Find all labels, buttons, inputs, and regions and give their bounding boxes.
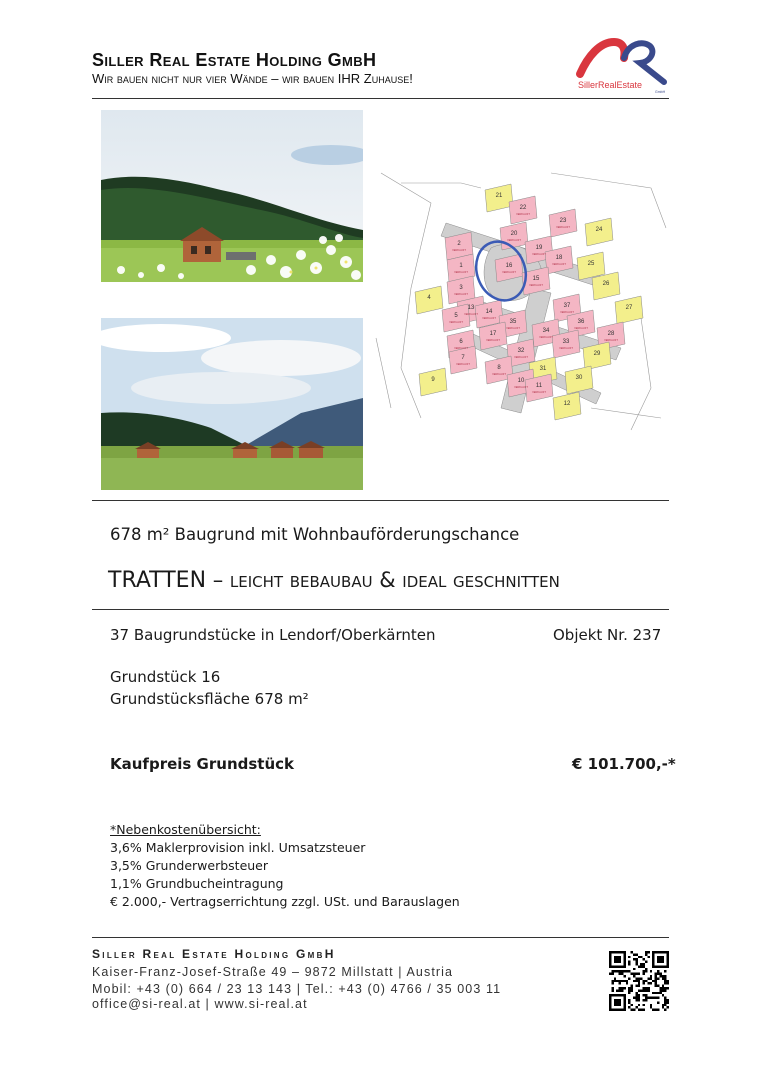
sold-label: VERKAUFT: [604, 339, 618, 342]
plot-number-label: 33: [562, 339, 570, 345]
additional-costs: [110, 821, 460, 911]
plot-number-label: 11: [535, 383, 543, 389]
logo-text: SillerRealEstate: [578, 80, 643, 90]
plot-number-label: 4: [427, 295, 431, 301]
plot-number-label: 37: [563, 303, 571, 309]
plot-number: Grundstück 16: [110, 668, 221, 686]
site-plan: [371, 168, 671, 432]
photo-building-site: [101, 110, 363, 282]
cost-item: 3,6% Maklerprovision inkl. Umsatzsteuer: [110, 840, 366, 855]
price-label: Kaufpreis Grundstück: [110, 755, 294, 773]
plot-number-label: 13: [467, 305, 475, 311]
sold-label: VERKAUFT: [449, 321, 463, 324]
header-divider: [92, 98, 669, 99]
sold-label: VERKAUFT: [514, 386, 528, 389]
qr-code[interactable]: [609, 951, 669, 1011]
plot-number-label: 36: [577, 319, 585, 325]
slogan: Wir bauen nicht nur vier Wände – wir bauen IHR Zuhause!: [92, 71, 413, 86]
plot-number-label: 7: [461, 355, 465, 361]
sold-label: VERKAUFT: [502, 271, 516, 274]
sold-label: VERKAUFT: [486, 339, 500, 342]
sold-label: VERKAUFT: [529, 284, 543, 287]
cost-item: 3,5% Grunderwerbsteuer: [110, 858, 269, 873]
sold-label: VERKAUFT: [452, 249, 466, 252]
plot-number-label: 27: [625, 305, 633, 311]
plot-number-label: 24: [595, 227, 603, 233]
sold-label: VERKAUFT: [482, 317, 496, 320]
cost-item: 1,1% Grundbucheintragung: [110, 876, 284, 891]
section-divider-top: [92, 500, 669, 501]
sold-label: VERKAUFT: [556, 226, 570, 229]
plot-number-label: 25: [587, 261, 595, 267]
sold-label: VERKAUFT: [454, 293, 468, 296]
headline-location: TRATTEN: [108, 568, 207, 593]
plot-number-label: 10: [517, 378, 525, 384]
plot-number-label: 26: [602, 281, 610, 287]
subtitle: 678 m² Baugrund mit Wohnbauförderungschance: [110, 525, 520, 544]
plot-number-label: 3: [459, 285, 463, 291]
section-divider-bottom: [92, 609, 669, 610]
plot-number-label: 20: [510, 231, 518, 237]
sold-label: VERKAUFT: [454, 271, 468, 274]
plot-number-label: 19: [535, 245, 543, 251]
plot-number-label: 31: [539, 366, 547, 372]
sold-label: VERKAUFT: [532, 391, 546, 394]
sold-label: VERKAUFT: [492, 373, 506, 376]
plot-number-label: 9: [431, 377, 435, 383]
costs-title: *Nebenkostenübersicht:: [110, 822, 261, 837]
footer-company: Siller Real Estate Holding GmbH: [92, 947, 336, 961]
sold-label: VERKAUFT: [506, 327, 520, 330]
sold-label: VERKAUFT: [454, 347, 468, 350]
company-name: Siller Real Estate Holding GmbH: [92, 50, 377, 70]
footer-divider: [92, 937, 669, 938]
photo-meadow-mountains: [101, 318, 363, 490]
sold-label: VERKAUFT: [456, 363, 470, 366]
headline-tagline: – leicht bebaubau & ideal geschnitten: [206, 568, 560, 592]
footer-phone: Mobil: +43 (0) 664 / 23 13 143 | Tel.: +43 (0) 4766 / 35 003 11: [92, 982, 502, 996]
plot-number-label: 18: [555, 255, 563, 261]
footer-contact[interactable]: office@si-real.at | www.si-real.at: [92, 997, 308, 1011]
plot-number-label: 32: [517, 348, 525, 354]
sold-label: VERKAUFT: [507, 239, 521, 242]
sold-label: VERKAUFT: [574, 327, 588, 330]
company-logo: [572, 30, 672, 94]
plot-number-label: 5: [454, 313, 458, 319]
sold-label: VERKAUFT: [514, 356, 528, 359]
plot-number-label: 16: [505, 263, 513, 269]
plot-number-label: 35: [509, 319, 517, 325]
object-number: Objekt Nr. 237: [553, 626, 662, 644]
plot-number-label: 30: [575, 375, 583, 381]
plot-number-label: 12: [563, 401, 571, 407]
sold-label: VERKAUFT: [532, 253, 546, 256]
plot-area: Grundstücksfläche 678 m²: [110, 690, 309, 708]
plot-number-label: 28: [607, 331, 615, 337]
plot-number-label: 17: [489, 331, 497, 337]
plot-number-label: 8: [497, 365, 501, 371]
sold-label: VERKAUFT: [464, 313, 478, 316]
plot-number-label: 22: [519, 205, 527, 211]
sold-label: VERKAUFT: [560, 311, 574, 314]
plot-number-label: 2: [457, 241, 461, 247]
logo-subtext: GmbH: [655, 90, 666, 94]
cost-item: € 2.000,- Vertragserrichtung zzgl. USt. und Barauslagen: [110, 894, 460, 909]
headline: [108, 568, 560, 593]
plot-number-label: 1: [459, 263, 463, 269]
plot-number-label: 34: [542, 328, 550, 334]
plots-info: 37 Baugrundstücke in Lendorf/Oberkärnten: [110, 626, 436, 644]
plot-number-label: 6: [459, 339, 463, 345]
plot-number-label: 14: [485, 309, 493, 315]
plot-number-label: 23: [559, 218, 567, 224]
sold-label: VERKAUFT: [559, 347, 573, 350]
plot-number-label: 15: [532, 276, 540, 282]
sold-label: VERKAUFT: [539, 336, 553, 339]
plot-number-label: 29: [593, 351, 601, 357]
plot-number-label: 21: [495, 193, 503, 199]
sold-label: VERKAUFT: [552, 263, 566, 266]
sold-label: VERKAUFT: [516, 213, 530, 216]
footer-address: Kaiser-Franz-Josef-Straße 49 – 9872 Millstatt | Austria: [92, 965, 454, 979]
price-value: € 101.700,-*: [572, 755, 676, 773]
